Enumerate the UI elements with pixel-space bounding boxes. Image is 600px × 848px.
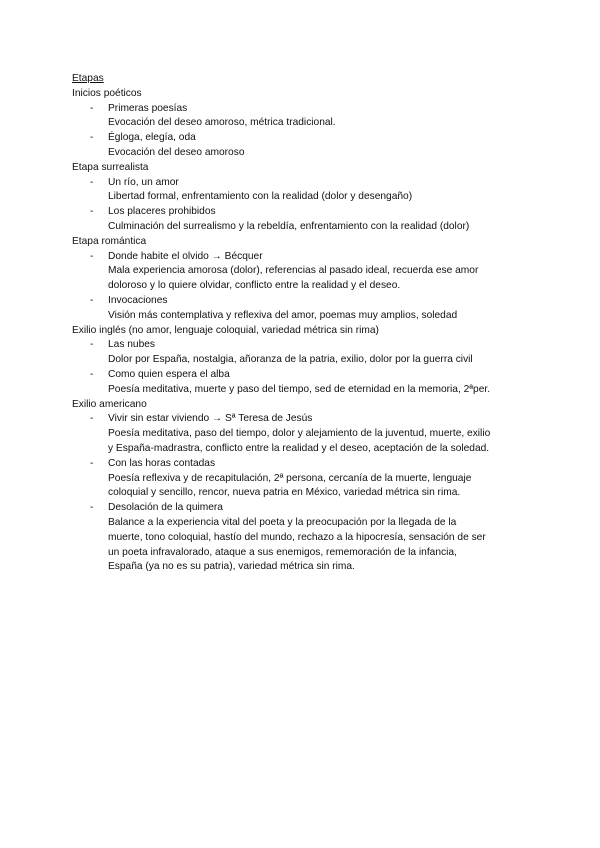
bullet-dash: - (90, 368, 94, 380)
section (72, 398, 532, 576)
list-item (72, 176, 532, 206)
section-heading: Exilio americano (72, 398, 147, 410)
section-heading: Etapa surrealista (72, 161, 149, 173)
item-description-line: Culminación del surrealismo y la rebeldía, enfrentamiento con la realidad (dolor) (108, 220, 470, 232)
list-item (72, 102, 532, 132)
item-description-line: Libertad formal, enfrentamiento con la realidad (dolor y desengaño) (108, 191, 413, 203)
item-description-line: Dolor por España, nostalgia, añoranza de la patria, exilio, dolor por la guerra civil (108, 354, 473, 366)
bullet-dash: - (90, 206, 94, 218)
list-item (72, 205, 532, 235)
bullet-dash: - (90, 413, 94, 425)
item-description-line: Poesía meditativa, paso del tiempo, dolor y alejamiento de la juventud, muerte, exilio (108, 428, 491, 440)
bullet-dash: - (90, 457, 94, 469)
section (72, 324, 532, 398)
item-title: Donde habite el olvido → Bécquer (108, 250, 263, 262)
item-title: Invocaciones (108, 294, 168, 306)
item-title: Primeras poesías (108, 102, 188, 114)
item-description-line: España (ya no es su patria), variedad métrica sin rima. (108, 561, 355, 573)
section-heading: Etapa romántica (72, 235, 147, 247)
list-item (72, 457, 532, 501)
item-description-line: Poesía meditativa, muerte y paso del tiempo, sed de eternidad en la memoria, 2ªper. (108, 383, 491, 395)
item-description-line: muerte, tono coloquial, hastío del mundo, rechazo a la hipocresía, sensación de ser (108, 531, 486, 543)
bullet-dash: - (90, 250, 94, 262)
list-item (72, 131, 532, 161)
bullet-dash: - (90, 102, 94, 114)
sections-list (72, 87, 532, 575)
list-item (72, 250, 532, 294)
item-title: Vivir sin estar viviendo → Sª Teresa de Jesús (108, 413, 313, 425)
item-description-line: Mala experiencia amorosa (dolor), referencias al pasado ideal, recuerda ese amor (108, 265, 479, 277)
bullet-dash: - (90, 176, 94, 188)
item-description-line: y España-madrastra, conflicto entre la realidad y el deseo, aceptación de la soledad. (108, 442, 490, 454)
item-title: Égloga, elegía, oda (108, 132, 196, 144)
section (72, 235, 532, 324)
bullet-dash: - (90, 132, 94, 144)
section (72, 161, 532, 235)
item-title: Con las horas contadas (108, 457, 216, 469)
item-title: Un río, un amor (108, 176, 179, 188)
item-title: Como quien espera el alba (108, 368, 230, 380)
item-description-line: coloquial y sencillo, rencor, nueva patria en México, variedad métrica sin rima. (108, 487, 461, 499)
item-description-line: Visión más contemplativa y reflexiva del amor, poemas muy amplios, soledad (108, 309, 458, 321)
list-item (72, 412, 532, 456)
item-title: Los placeres prohibidos (108, 206, 216, 218)
section-heading: Exilio inglés (no amor, lenguaje coloquial, variedad métrica sin rima) (72, 324, 379, 336)
document-content (72, 72, 532, 575)
item-description-line: Evocación del deseo amoroso, métrica tradicional. (108, 117, 336, 129)
section (72, 87, 532, 161)
bullet-dash: - (90, 502, 94, 514)
document-title: Etapas (72, 73, 104, 84)
list-item (72, 368, 532, 398)
item-title: Las nubes (108, 339, 156, 351)
list-item (72, 338, 532, 368)
item-description-line: un poeta infravalorado, ataque a sus enemigos, rememoración de la infancia, (108, 546, 457, 558)
list-item (72, 294, 532, 324)
item-description-line: Poesía reflexiva y de recapitulación, 2ª persona, cercanía de la muerte, lenguaje (108, 472, 472, 484)
bullet-dash: - (90, 294, 94, 306)
item-description-line: Evocación del deseo amoroso (108, 146, 245, 158)
item-description-line: doloroso y lo quiere olvidar, conflicto entre la realidad y el deseo. (108, 280, 401, 292)
list-item (72, 501, 532, 575)
item-description-line: Balance a la experiencia vital del poeta y la preocupación por la llegada de la (108, 516, 457, 528)
section-heading: Inicios poéticos (72, 87, 142, 99)
bullet-dash: - (90, 339, 94, 351)
item-title: Desolación de la quimera (108, 502, 223, 514)
